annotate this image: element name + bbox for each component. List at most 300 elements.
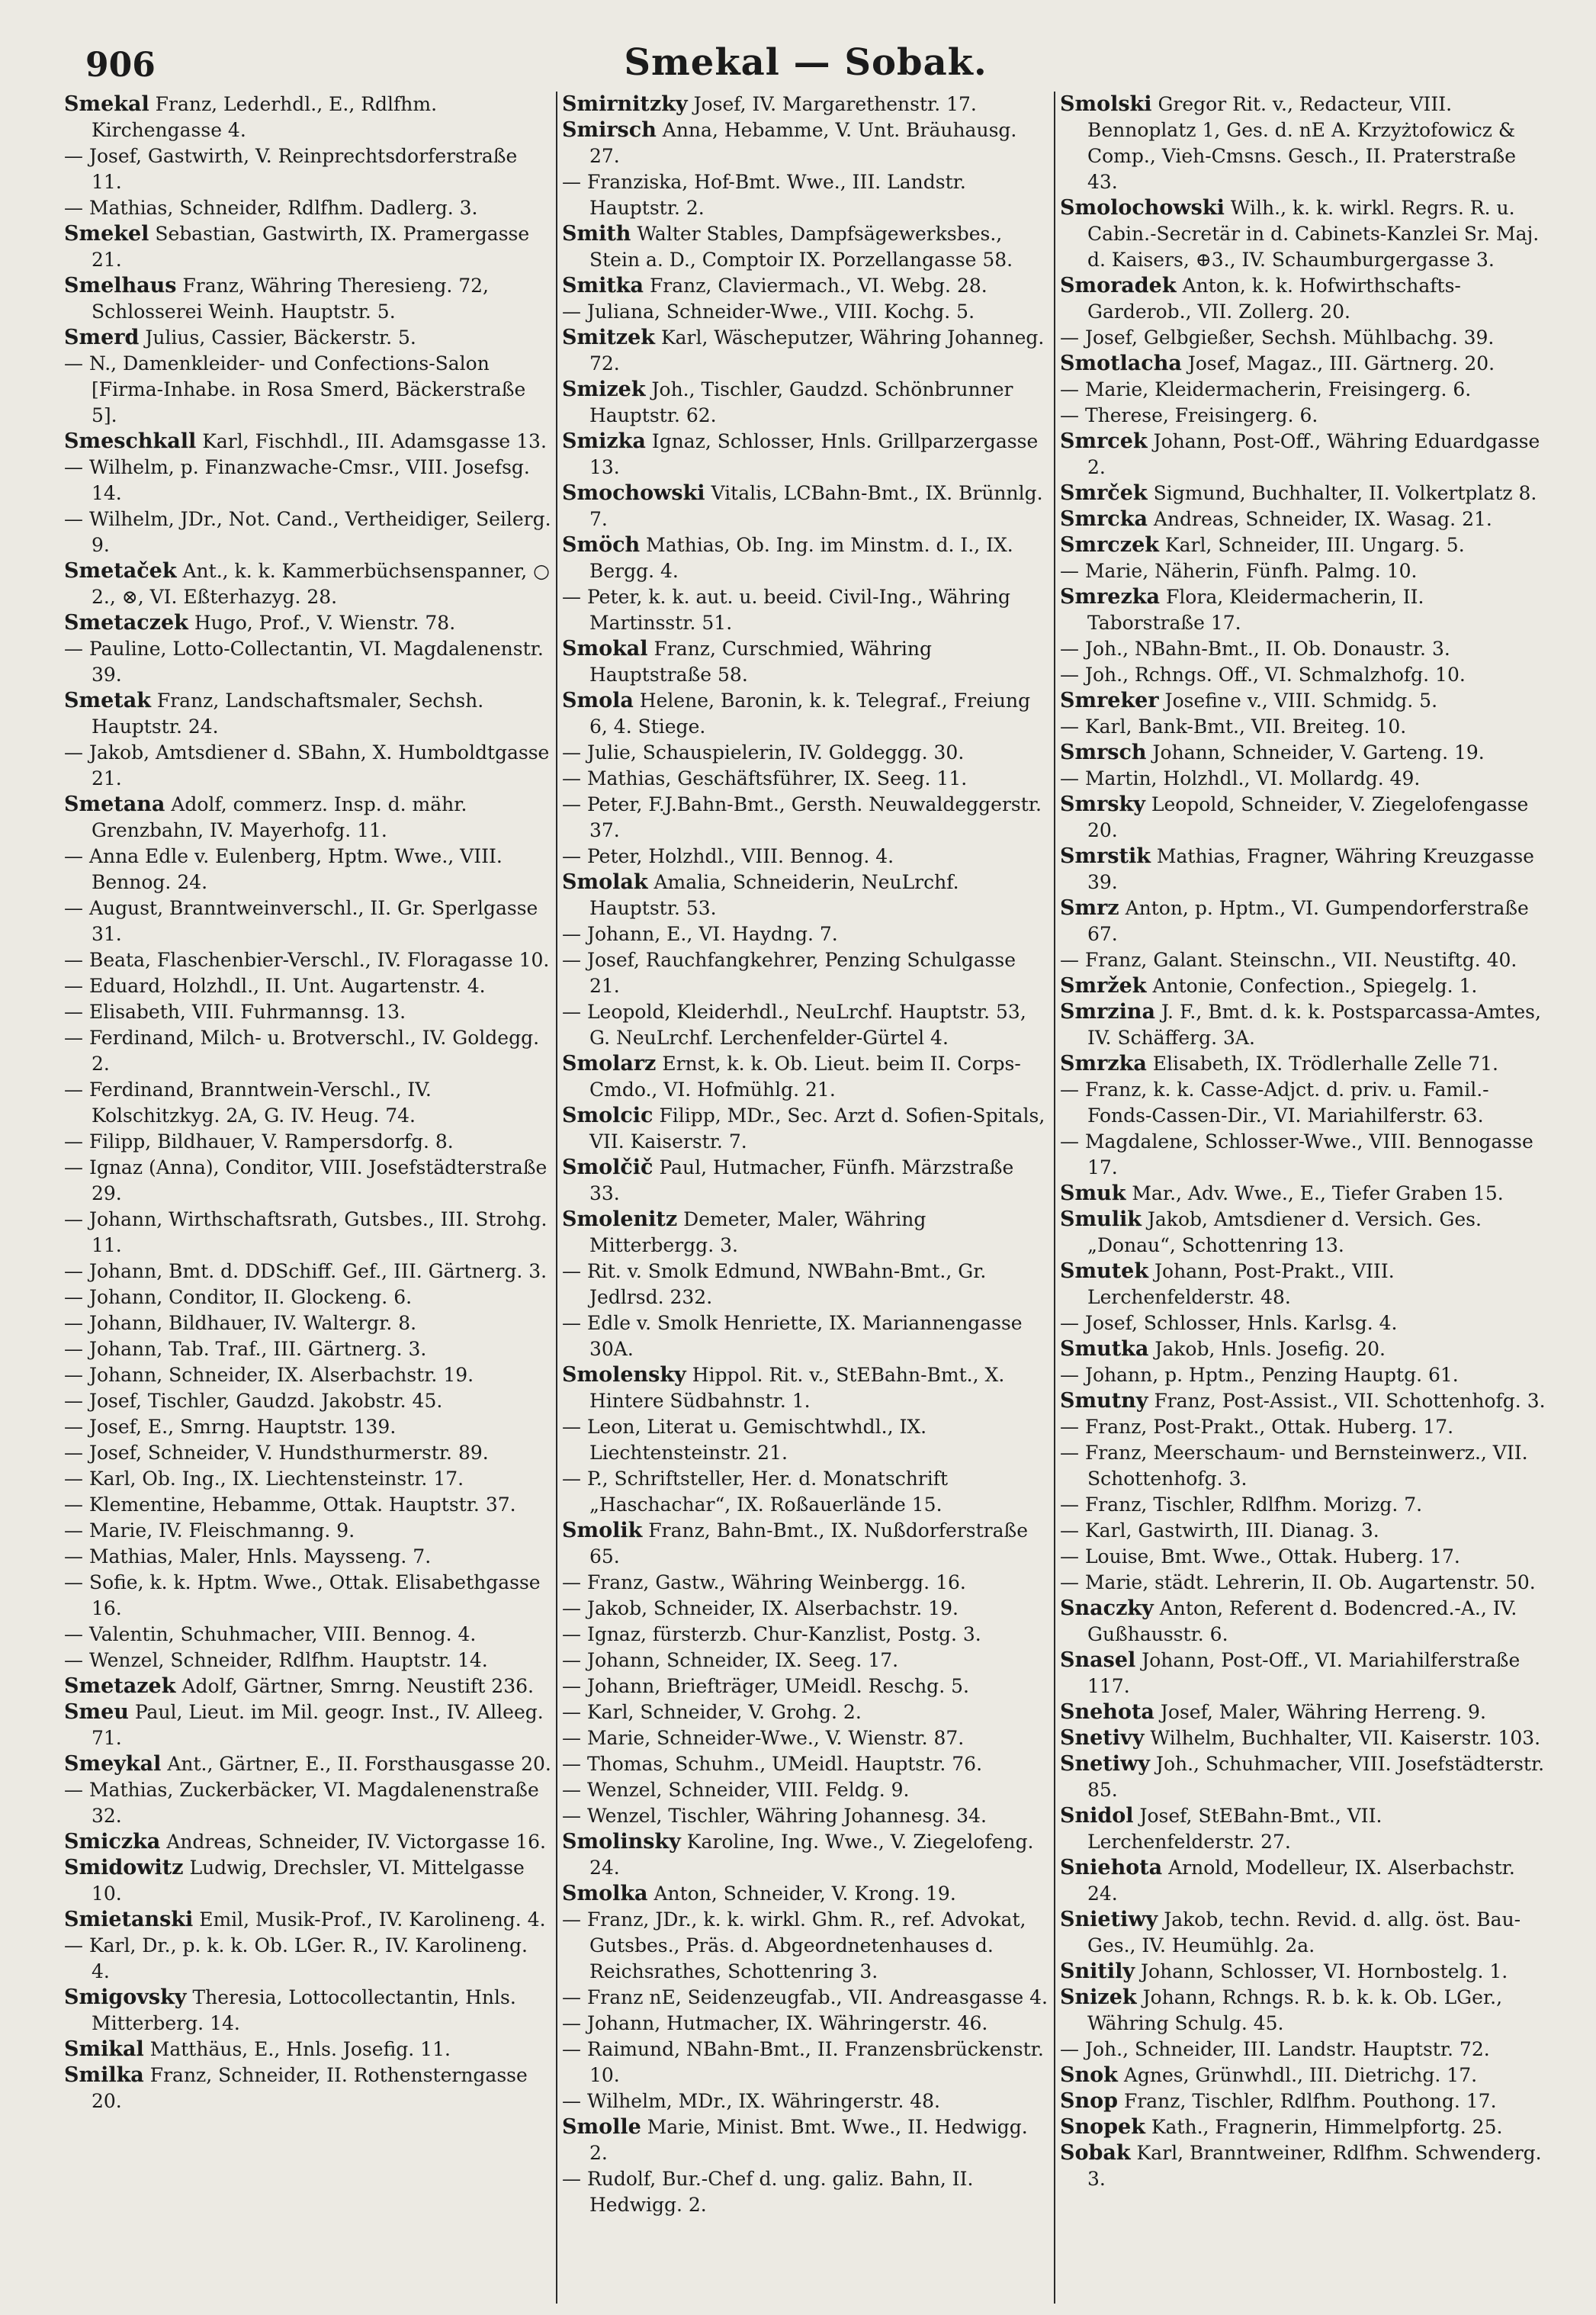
entry-text: Ant., k. k. Kammerbüchsenspanner, ○ 2., ⊗, VI. Eßterhazyg. 28. — [92, 560, 550, 608]
directory-entry — [64, 221, 551, 273]
entry-surname: Sobak — [1060, 2141, 1131, 2165]
directory-entry — [1060, 506, 1547, 532]
entry-surname: Smitzek — [562, 326, 656, 349]
directory-entry — [1060, 403, 1547, 429]
entry-surname: Snetiwy — [1060, 1752, 1150, 1776]
directory-entry — [1060, 636, 1547, 662]
entry-text: Sebastian, Gastwirth, IX. Pramergasse 21. — [92, 223, 530, 271]
entry-surname: Smolenitz — [562, 1207, 678, 1231]
entry-surname: Smochowski — [562, 481, 705, 505]
directory-entry — [1060, 532, 1547, 558]
entry-text: Josefine v., VIII. Schmidg. 5. — [1164, 690, 1438, 712]
entry-text: — Johann, Conditor, II. Glockeng. 6. — [64, 1286, 413, 1308]
entry-text: — Joh., Rchngs. Off., VI. Schmalzhofg. 10. — [1060, 664, 1466, 686]
directory-entry — [562, 1518, 1049, 1570]
directory-entry — [64, 2063, 551, 2114]
entry-surname: Smolčič — [562, 1156, 653, 1179]
directory-entry — [562, 584, 1049, 636]
entry-text: — Juliana, Schneider-Wwe., VIII. Kochg. 5. — [562, 301, 975, 323]
directory-entry — [1060, 1492, 1547, 1518]
entry-text: Johann, Post-Off., VI. Mariahilferstraße 117. — [1087, 1649, 1521, 1697]
directory-entry — [562, 999, 1049, 1051]
entry-surname: Smöch — [562, 533, 641, 557]
directory-entry — [562, 792, 1049, 844]
directory-entry — [1060, 195, 1547, 273]
entry-text: Franz, Schneider, II. Rothensterngasse 20. — [92, 2064, 528, 2112]
directory-entry — [562, 688, 1049, 740]
directory-entry — [562, 947, 1049, 999]
entry-text: Andreas, Schneider, IX. Wasag. 21. — [1153, 508, 1492, 530]
columns — [59, 92, 1552, 2304]
entry-text: Josef, StEBahn-Bmt., VII. Lerchenfelderstr. 27. — [1087, 1805, 1382, 1853]
entry-surname: Smetaček — [64, 559, 177, 583]
directory-entry — [1060, 273, 1547, 325]
entry-text: — Raimund, NBahn-Bmt., II. Franzensbrückenstr. 10. — [562, 2038, 1044, 2086]
directory-entry — [562, 1725, 1049, 1751]
entry-surname: Smolik — [562, 1519, 643, 1542]
directory-entry — [64, 1544, 551, 1570]
entry-text: Adolf, Gärtner, Smrng. Neustift 236. — [181, 1675, 534, 1697]
directory-entry — [64, 429, 551, 455]
entry-surname: Smrz — [1060, 896, 1119, 920]
directory-entry — [1060, 1855, 1547, 1907]
directory-entry — [562, 299, 1049, 325]
entry-text: — Leon, Literat u. Gemischtwhdl., IX. Liechtensteinstr. 21. — [562, 1416, 927, 1464]
entry-text: — Karl, Schneider, V. Grohg. 2. — [562, 1701, 862, 1723]
entry-text: Franz, Bahn-Bmt., IX. Nußdorferstraße 65. — [589, 1519, 1028, 1567]
entry-text: — Johann, Briefträger, UMeidl. Reschg. 5. — [562, 1675, 969, 1697]
entry-text: Josef, IV. Margarethenstr. 17. — [693, 93, 977, 115]
directory-entry — [1060, 844, 1547, 895]
directory-entry — [562, 870, 1049, 921]
entry-text: — Peter, Holzhdl., VIII. Bennog. 4. — [562, 845, 894, 867]
entry-text: — Marie, Kleidermacherin, Freisingerg. 6. — [1060, 378, 1472, 400]
entry-surname: Smigovsky — [64, 1985, 187, 2009]
entry-text: Mathias, Fragner, Währing Kreuzgasse 39. — [1087, 845, 1534, 893]
entry-text: — Karl, Gastwirth, III. Dianag. 3. — [1060, 1519, 1379, 1542]
entry-text: — Franz, Gastw., Währing Weinbergg. 16. — [562, 1571, 966, 1593]
entry-text: Jakob, Hnls. Josefig. 20. — [1154, 1338, 1386, 1360]
entry-surname: Smetana — [64, 793, 165, 816]
entry-text: — Franz, Tischler, Rdlfhm. Morizg. 7. — [1060, 1493, 1423, 1516]
entry-text: Johann, Post-Off., Währing Eduardgasse 2. — [1087, 430, 1540, 478]
directory-entry — [562, 481, 1049, 532]
entry-text: Matthäus, E., Hnls. Josefig. 11. — [149, 2038, 451, 2060]
entry-text: Franz, Landschaftsmaler, Sechsh. Hauptstr. 24. — [92, 690, 484, 738]
entry-surname: Snetivy — [1060, 1726, 1145, 1750]
directory-entry — [562, 1362, 1049, 1414]
entry-surname: Smrczek — [1060, 533, 1159, 557]
entry-text: Elisabeth, IX. Trödlerhalle Zelle 71. — [1152, 1053, 1498, 1075]
entry-text: — Karl, Dr., p. k. k. Ob. LGer. R., IV. Karolineng. 4. — [64, 1934, 528, 1982]
entry-text: Johann, Post-Prakt., VIII. Lerchenfelderstr. 48. — [1087, 1260, 1395, 1308]
entry-text: Gregor Rit. v., Redacteur, VIII. Bennoplatz 1, Ges. d. nE A. Krzyżtofowicz & Comp., Vieh-Cmsns. Gesch., II. Praterstraße 43. — [1087, 93, 1517, 193]
entry-surname: Sniehota — [1060, 1856, 1163, 1879]
entry-surname: Snidol — [1060, 1804, 1134, 1828]
entry-text: — Franz, JDr., k. k. wirkl. Ghm. R., ref. Advokat, Gutsbes., Präs. d. Abgeordnetenhauses d. Reichsrathes, Schottenring 3. — [562, 1908, 1026, 1982]
entry-surname: Smolcic — [562, 1104, 653, 1127]
entry-text: — Wenzel, Schneider, VIII. Feldg. 9. — [562, 1779, 910, 1801]
directory-entry — [1060, 766, 1547, 792]
entry-surname: Smreker — [1060, 689, 1159, 712]
directory-entry — [1060, 1259, 1547, 1310]
entry-surname: Smoradek — [1060, 274, 1177, 297]
directory-entry — [1060, 2063, 1547, 2088]
directory-entry — [1060, 377, 1547, 403]
entry-text: — Anna Edle v. Eulenberg, Hptm. Wwe., VIII. Bennog. 24. — [64, 845, 503, 893]
entry-surname: Snok — [1060, 2063, 1118, 2087]
entry-text: Demeter, Maler, Währing Mitterbergg. 3. — [589, 1208, 926, 1256]
entry-text: Marie, Minist. Bmt. Wwe., II. Hedwigg. 2. — [589, 2116, 1028, 2164]
entry-surname: Smrezka — [1060, 585, 1161, 609]
entry-text: — Karl, Bank-Bmt., VII. Breiteg. 10. — [1060, 715, 1407, 738]
entry-surname: Smekal — [64, 92, 149, 116]
directory-entry — [1060, 1570, 1547, 1596]
entry-text: Franz, Claviermach., VI. Webg. 28. — [649, 275, 987, 297]
entry-text: Arnold, Modelleur, IX. Alserbachstr. 24. — [1087, 1857, 1515, 1905]
directory-entry — [1060, 92, 1547, 195]
directory-entry — [64, 455, 551, 506]
entry-surname: Smilka — [64, 2063, 144, 2087]
directory-entry — [1060, 1310, 1547, 1336]
entry-text: Jakob, techn. Revid. d. allg. öst. Bau-Ges., IV. Heumühlg. 2a. — [1087, 1908, 1521, 1956]
directory-entry — [562, 325, 1049, 377]
entry-text: — Johann, Hutmacher, IX. Währingerstr. 46. — [562, 2012, 988, 2034]
entry-text: — August, Branntweinverschl., II. Gr. Sperlgasse 31. — [64, 897, 538, 945]
entry-text: Vitalis, LCBahn-Bmt., IX. Brünnlg. 7. — [589, 482, 1043, 530]
entry-text: — Sofie, k. k. Hptm. Wwe., Ottak. Elisabethgasse 16. — [64, 1571, 541, 1619]
entry-text: — Johann, E., VI. Haydng. 7. — [562, 923, 838, 945]
entry-text: — Joh., NBahn-Bmt., II. Ob. Donaustr. 3. — [1060, 638, 1450, 660]
entry-text: — Josef, Tischler, Gaudzd. Jakobstr. 45. — [64, 1390, 443, 1412]
entry-surname: Smotlacha — [1060, 352, 1182, 375]
directory-entry — [64, 947, 551, 973]
directory-entry — [1060, 1959, 1547, 1985]
directory-entry — [562, 221, 1049, 273]
entry-text: — Marie, Näherin, Fünfh. Palmg. 10. — [1060, 560, 1418, 582]
directory-entry — [64, 895, 551, 947]
directory-entry — [64, 325, 551, 351]
entry-text: Franz, Curschmied, Währing Hauptstraße 58. — [589, 638, 932, 686]
entry-surname: Smitka — [562, 274, 644, 297]
entry-text: Ludwig, Drechsler, VI. Mittelgasse 10. — [92, 1857, 525, 1905]
directory-entry — [562, 1881, 1049, 1907]
entry-text: Karl, Branntweiner, Rdlfhm. Schwenderg. 3. — [1087, 2142, 1542, 2190]
directory-entry — [64, 1829, 551, 1855]
entry-surname: Snitily — [1060, 1960, 1135, 1983]
entry-text: — Josef, Schlosser, Hnls. Karlsg. 4. — [1060, 1312, 1398, 1334]
entry-surname: Snaczky — [1060, 1596, 1154, 1620]
entry-text: — Johann, Bildhauer, IV. Waltergr. 8. — [64, 1312, 417, 1334]
directory-entry — [562, 1829, 1049, 1881]
directory-entry — [64, 688, 551, 740]
entry-surname: Smerd — [64, 326, 140, 349]
entry-surname: Smolle — [562, 2115, 641, 2139]
entry-text: Emil, Musik-Prof., IV. Karolineng. 4. — [199, 1908, 546, 1931]
directory-entry — [64, 1622, 551, 1648]
entry-surname: Smolarz — [562, 1052, 657, 1076]
entry-surname: Smizek — [562, 378, 646, 401]
page-header — [59, 31, 1552, 92]
directory-entry — [562, 2037, 1049, 2088]
directory-entry — [562, 1777, 1049, 1803]
entry-text: Wilhelm, Buchhalter, VII. Kaiserstr. 103. — [1150, 1727, 1541, 1749]
entry-surname: Smutka — [1060, 1337, 1149, 1361]
directory-entry — [1060, 1518, 1547, 1544]
entry-surname: Smrček — [1060, 481, 1148, 505]
entry-text: Paul, Hutmacher, Fünfh. Märzstraße 33. — [589, 1156, 1014, 1204]
directory-entry — [1060, 1907, 1547, 1959]
directory-entry — [64, 1077, 551, 1129]
entry-surname: Smizka — [562, 429, 646, 453]
entry-text: — Franz nE, Seidenzeugfab., VII. Andreasgasse 4. — [562, 1986, 1048, 2008]
entry-text: — Wilhelm, MDr., IX. Währingerstr. 48. — [562, 2090, 940, 2112]
running-head: Smekal — Sobak. — [624, 41, 987, 84]
entry-surname: Smrzina — [1060, 1000, 1156, 1024]
entry-text: Jakob, Amtsdiener d. Versich. Ges. „Donau“, Schottenring 13. — [1087, 1208, 1482, 1256]
entry-text: — Johann, Tab. Traf., III. Gärtnerg. 3. — [64, 1338, 427, 1360]
entry-text: — Franz, k. k. Casse-Adjct. d. priv. u. Famil.-Fonds-Cassen-Dir., VI. Mariahilferstr. 63. — [1060, 1079, 1489, 1127]
entry-surname: Smietanski — [64, 1908, 194, 1931]
directory-entry — [64, 1933, 551, 1985]
directory-entry — [562, 1051, 1049, 1103]
entry-surname: Smidowitz — [64, 1856, 184, 1879]
entry-text: Johann, Schneider, V. Garteng. 19. — [1152, 741, 1485, 764]
entry-text: Julius, Cassier, Bäckerstr. 5. — [145, 326, 416, 349]
directory-entry — [1060, 688, 1547, 714]
directory-entry — [562, 1570, 1049, 1596]
entry-text: — Wenzel, Tischler, Währing Johannesg. 34. — [562, 1805, 987, 1827]
entry-surname: Smola — [562, 689, 634, 712]
directory-entry — [1060, 895, 1547, 947]
entry-text: — Jakob, Amtsdiener d. SBahn, X. Humboldtgasse 21. — [64, 741, 550, 789]
directory-entry — [64, 143, 551, 195]
entry-text: — Julie, Schauspielerin, IV. Goldeggg. 30. — [562, 741, 965, 764]
entry-text: Karoline, Ing. Wwe., V. Ziegelofeng. 24. — [589, 1831, 1034, 1879]
directory-entry — [64, 273, 551, 325]
entry-text: — Magdalene, Schlosser-Wwe., VIII. Bennogasse 17. — [1060, 1130, 1533, 1178]
entry-surname: Smikal — [64, 2037, 144, 2061]
entry-text: Joh., Schuhmacher, VIII. Josefstädterstr. 85. — [1087, 1753, 1545, 1801]
directory-entry — [1060, 1336, 1547, 1362]
directory-entry — [64, 1207, 551, 1259]
directory-entry — [64, 1129, 551, 1155]
entry-surname: Snop — [1060, 2089, 1119, 2113]
entry-text: Johann, Schlosser, VI. Hornbostelg. 1. — [1141, 1960, 1508, 1982]
entry-surname: Smith — [562, 222, 631, 246]
directory-entry — [562, 1699, 1049, 1725]
entry-surname: Smekel — [64, 222, 149, 246]
directory-entry — [64, 1155, 551, 1207]
directory-entry — [562, 1674, 1049, 1699]
entry-text: — Edle v. Smolk Henriette, IX. Mariannengasse 30A. — [562, 1312, 1023, 1360]
entry-surname: Smolochowski — [1060, 196, 1225, 220]
entry-text: — Peter, k. k. aut. u. beeid. Civil-Ing., Währing Martinsstr. 51. — [562, 586, 1010, 634]
directory-entry — [64, 636, 551, 688]
directory-entry — [64, 1907, 551, 1933]
directory-entry — [64, 740, 551, 792]
directory-entry — [64, 1310, 551, 1336]
entry-text: — Ignaz (Anna), Conditor, VIII. Josefstädterstraße 29. — [64, 1156, 548, 1204]
directory-entry — [562, 1907, 1049, 1985]
entry-text: — N., Damenkleider- und Confections-Salon [Firma-Inhabe. in Rosa Smerd, Bäckerstraße 5]. — [64, 352, 526, 426]
directory-entry — [562, 1596, 1049, 1622]
entry-surname: Smetaczek — [64, 611, 188, 635]
entry-text: Johann, Rchngs. R. b. k. k. Ob. LGer., Währing Schulg. 45. — [1087, 1986, 1503, 2034]
directory-entry — [1060, 947, 1547, 973]
directory-entry — [1060, 1725, 1547, 1751]
directory-entry — [1060, 325, 1547, 351]
directory-entry — [64, 558, 551, 610]
entry-text: — Louise, Bmt. Wwe., Ottak. Huberg. 17. — [1060, 1545, 1460, 1567]
entry-text: Anton, k. k. Hofwirthschafts-Garderob., VII. Zollerg. 20. — [1087, 275, 1461, 323]
entry-surname: Smirnitzky — [562, 92, 688, 116]
directory-entry — [1060, 740, 1547, 766]
entry-text: Mathias, Ob. Ing. im Minstm. d. I., IX. Bergg. 4. — [589, 534, 1013, 582]
entry-surname: Smutek — [1060, 1259, 1149, 1283]
directory-entry — [562, 636, 1049, 688]
directory-entry — [1060, 1648, 1547, 1699]
entry-text: Helene, Baronin, k. k. Telegraf., Freiung 6, 4. Stiege. — [589, 690, 1031, 738]
entry-surname: Smeykal — [64, 1752, 162, 1776]
directory-entry — [562, 1985, 1049, 2011]
entry-text: — Leopold, Kleiderhdl., NeuLrchf. Hauptstr. 53, G. NeuLrchf. Lerchenfelder-Gürtel 4. — [562, 1001, 1026, 1049]
entry-text: — Marie, IV. Fleischmanng. 9. — [64, 1519, 355, 1542]
entry-surname: Smuk — [1060, 1182, 1126, 1205]
entry-text: Ignaz, Schlosser, Hnls. Grillparzergasse 13. — [589, 430, 1039, 478]
column-3 — [1054, 92, 1552, 2304]
directory-entry — [1060, 1414, 1547, 1440]
directory-entry — [562, 429, 1049, 481]
entry-text: — Wenzel, Schneider, Rdlfhm. Hauptstr. 14. — [64, 1649, 488, 1671]
directory-entry — [64, 1440, 551, 1466]
directory-entry — [562, 766, 1049, 792]
directory-entry — [64, 351, 551, 429]
entry-text: Anton, p. Hptm., VI. Gumpendorferstraße 67. — [1087, 897, 1529, 945]
directory-entry — [1060, 1803, 1547, 1855]
directory-entry — [562, 2166, 1049, 2218]
entry-text: — Martin, Holzhdl., VI. Mollardg. 49. — [1060, 767, 1421, 789]
entry-text: Antonie, Confection., Spiegelg. 1. — [1152, 975, 1478, 997]
directory-entry — [1060, 2114, 1547, 2140]
directory-entry — [1060, 1596, 1547, 1648]
entry-text: — Josef, E., Smrng. Hauptstr. 139. — [64, 1416, 397, 1438]
directory-entry — [64, 1388, 551, 1414]
directory-entry — [562, 1207, 1049, 1259]
directory-entry — [1060, 1181, 1547, 1207]
entry-text: — Karl, Ob. Ing., IX. Liechtensteinstr. 17. — [64, 1468, 464, 1490]
directory-entry — [562, 1103, 1049, 1155]
directory-entry — [1060, 429, 1547, 481]
directory-entry — [64, 1985, 551, 2037]
entry-surname: Smrcka — [1060, 507, 1148, 531]
directory-entry — [1060, 1362, 1547, 1388]
directory-entry — [1060, 2037, 1547, 2063]
entry-text: Franz, Post-Assist., VII. Schottenhofg. 3. — [1154, 1390, 1546, 1412]
entry-text: — Johann, Schneider, IX. Alserbachstr. 19. — [64, 1364, 474, 1386]
entry-surname: Smrzka — [1060, 1052, 1147, 1076]
directory-entry — [562, 377, 1049, 429]
directory-entry — [1060, 1129, 1547, 1181]
directory-entry — [64, 1855, 551, 1907]
entry-text: — Mathias, Geschäftsführer, IX. Seeg. 11. — [562, 767, 968, 789]
directory-entry — [1060, 1051, 1547, 1077]
entry-surname: Smetak — [64, 689, 151, 712]
entry-text: Sigmund, Buchhalter, II. Volkertplatz 8. — [1153, 482, 1537, 504]
directory-entry — [64, 1699, 551, 1751]
directory-entry — [562, 92, 1049, 117]
entry-text: — Franz, Meerschaum- und Bernsteinwerz., VII. Schottenhofg. 3. — [1060, 1442, 1528, 1490]
entry-text: — Johann, Wirthschaftsrath, Gutsbes., III. Strohg. 11. — [64, 1208, 548, 1256]
directory-entry — [562, 532, 1049, 584]
directory-entry — [562, 1310, 1049, 1362]
entry-text: Joh., Tischler, Gaudzd. Schönbrunner Hauptstr. 62. — [589, 378, 1013, 426]
entry-text: Josef, Magaz., III. Gärtnerg. 20. — [1187, 352, 1495, 375]
directory-entry — [562, 1622, 1049, 1648]
entry-surname: Smrsch — [1060, 741, 1147, 764]
entry-surname: Smolensky — [562, 1363, 686, 1387]
entry-text: Theresia, Lottocollectantin, Hnls. Mitterberg. 14. — [92, 1986, 516, 2034]
entry-text: — Josef, Gastwirth, V. Reinprechtsdorferstraße 11. — [64, 145, 518, 193]
entry-text: Anton, Referent d. Bodencred.-A., IV. Gußhausstr. 6. — [1087, 1597, 1517, 1645]
directory-entry — [64, 1648, 551, 1674]
entry-text: Karl, Wäscheputzer, Währing Johanneg. 72. — [589, 326, 1045, 375]
directory-entry — [64, 999, 551, 1025]
entry-text: — Peter, F.J.Bahn-Bmt., Gersth. Neuwaldeggerstr. 37. — [562, 793, 1042, 841]
directory-entry — [562, 740, 1049, 766]
directory-entry — [64, 1336, 551, 1362]
entry-surname: Snopek — [1060, 2115, 1145, 2139]
entry-text: — Ignaz, fürsterzb. Chur-Kanzlist, Postg. 3. — [562, 1623, 981, 1645]
entry-surname: Smiczka — [64, 1830, 161, 1854]
directory-entry — [1060, 481, 1547, 506]
directory-entry — [562, 2011, 1049, 2037]
entry-surname: Smolski — [1060, 92, 1152, 116]
entry-text: — Franz, Post-Prakt., Ottak. Huberg. 17. — [1060, 1416, 1454, 1438]
directory-entry — [1060, 1751, 1547, 1803]
entry-text: Ant., Gärtner, E., II. Forsthausgasse 20. — [167, 1753, 551, 1775]
directory-entry — [64, 92, 551, 143]
entry-text: Franz, Tischler, Rdlfhm. Pouthong. 17. — [1123, 2090, 1497, 2112]
entry-text: — Josef, Schneider, V. Hundsthurmerstr. 89. — [64, 1442, 489, 1464]
entry-text: Franz, Währing Theresieng. 72, Schlosserei Weinh. Hauptstr. 5. — [92, 275, 490, 323]
directory-entry — [64, 1570, 551, 1622]
entry-text: — Rudolf, Bur.-Chef d. ung. galiz. Bahn, II. Hedwigg. 2. — [562, 2168, 974, 2216]
directory-entry — [64, 844, 551, 895]
entry-surname: Smrcek — [1060, 429, 1148, 453]
entry-text: — Franziska, Hof-Bmt. Wwe., III. Landstr. Hauptstr. 2. — [562, 171, 966, 219]
entry-text: Hugo, Prof., V. Wienstr. 78. — [194, 612, 456, 634]
entry-surname: Smolak — [562, 870, 648, 894]
directory-entry — [562, 2088, 1049, 2114]
entry-text: — Josef, Gelbgießer, Sechsh. Mühlbachg. 39. — [1060, 326, 1495, 349]
entry-text: Andreas, Schneider, IV. Victorgasse 16. — [166, 1831, 546, 1853]
directory-entry — [64, 1777, 551, 1829]
entry-text: Wilh., k. k. wirkl. Regrs. R. u. Cabin.-Secretär in d. Cabinets-Kanzlei Sr. Maj. d. Kaisers, ⊕3., IV. Schaumburgergasse 3. — [1087, 197, 1540, 271]
directory-entry — [64, 1414, 551, 1440]
entry-surname: Snietiwy — [1060, 1908, 1158, 1931]
directory-entry — [562, 2114, 1049, 2166]
entry-surname: Smolinsky — [562, 1830, 681, 1854]
directory-entry — [562, 1751, 1049, 1777]
entry-surname: Smetazek — [64, 1674, 176, 1698]
entry-text: Hippol. Rit. v., StEBahn-Bmt., X. Hintere Südbahnstr. 1. — [589, 1364, 1005, 1412]
entry-surname: Smokal — [562, 637, 648, 661]
entry-text: Flora, Kleidermacherin, II. Taborstraße 17. — [1087, 586, 1424, 634]
entry-text: — Mathias, Maler, Hnls. Maysseng. 7. — [64, 1545, 432, 1567]
directory-entry — [1060, 999, 1547, 1051]
entry-text: Walter Stables, Dampfsägewerksbes., Stein a. D., Comptoir IX. Porzellangasse 58. — [589, 223, 1013, 271]
